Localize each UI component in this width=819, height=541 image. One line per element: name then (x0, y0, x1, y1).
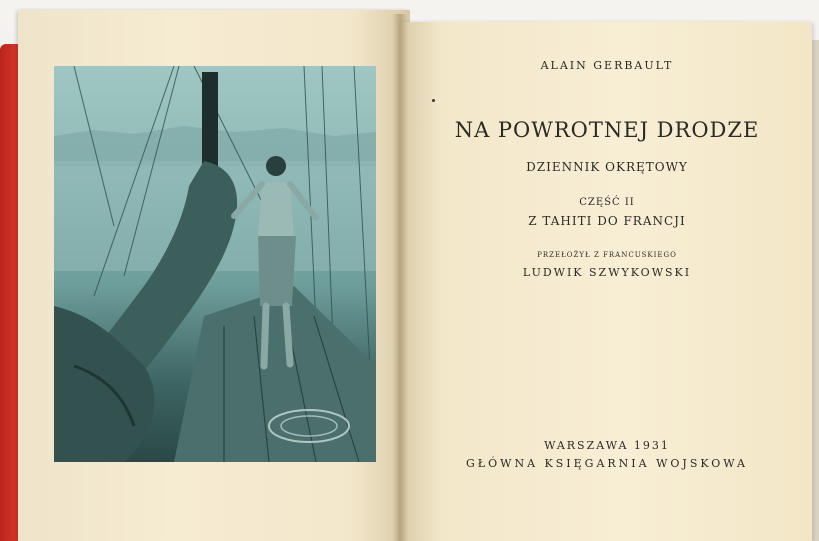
title-page-text (402, 0, 812, 541)
part-label: CZĘŚĆ II (579, 197, 635, 208)
book-subtitle: DZIENNIK OKRĘTOWY (526, 160, 688, 174)
publisher-name: GŁÓWNA KSIĘGARNIA WOJSKOWA (466, 457, 748, 470)
route-label: Z TAHITI DO FRANCJI (528, 214, 686, 228)
author-name: ALAIN GERBAULT (540, 59, 674, 72)
frontispiece-photo (54, 66, 376, 462)
book-title: NA POWROTNEJ DRODZE (454, 118, 760, 142)
translator-name: LUDWIK SZWYKOWSKI (522, 266, 692, 279)
place-year: WARSZAWA 1931 (544, 439, 670, 452)
sailboat-photo-illustration (54, 66, 376, 462)
translation-note: PRZEŁOŻYŁ Z FRANCUSKIEGO (537, 251, 677, 259)
